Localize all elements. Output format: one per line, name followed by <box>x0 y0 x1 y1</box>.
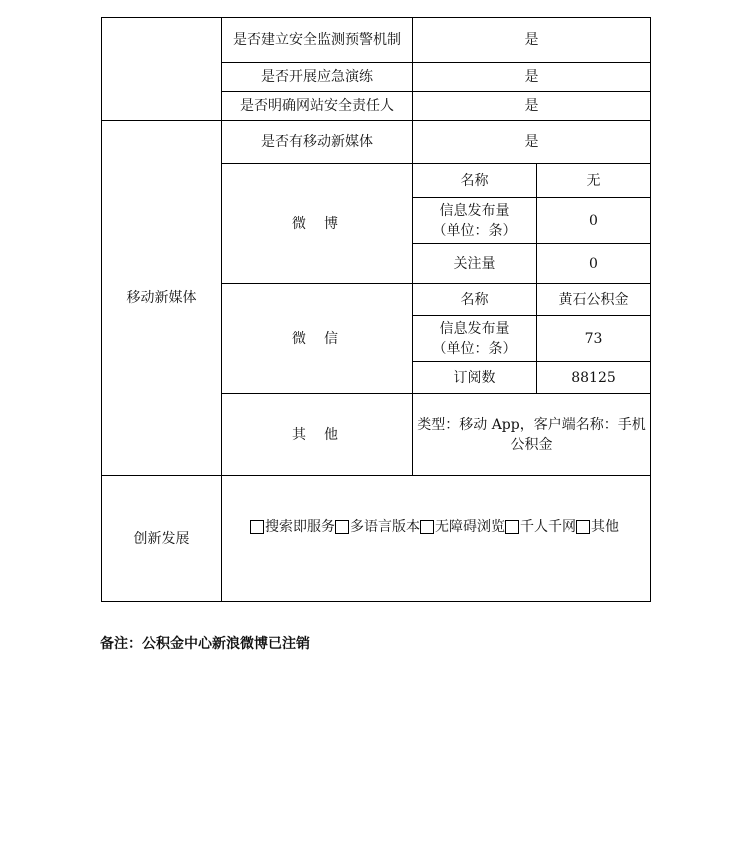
innovation-label: 创新发展 <box>102 476 222 602</box>
weibo-posts-unit: （单位：条） <box>432 222 517 239</box>
weibo-posts-label <box>413 198 537 244</box>
wechat-posts-value: 73 <box>537 316 651 362</box>
mobile-section-label: 移动新媒体 <box>102 121 222 476</box>
wechat-subs-label: 订阅数 <box>413 362 537 394</box>
wechat-label: 微信 <box>222 284 413 394</box>
drill-value: 是 <box>413 63 651 92</box>
responsible-label: 是否明确网站安全责任人 <box>222 92 413 121</box>
weibo-posts-value: 0 <box>537 198 651 244</box>
wechat-posts-label <box>413 316 537 362</box>
option-accessibility[interactable]: 无障碍浏览 <box>420 516 505 538</box>
wechat-name-value: 黄石公积金 <box>537 284 651 316</box>
weibo-posts-title: 信息发布量 <box>439 202 510 219</box>
option-other[interactable]: 其他 <box>576 516 619 538</box>
table-row <box>102 121 651 164</box>
footnote: 备注：公积金中心新浪微博已注销 <box>100 636 310 652</box>
checkbox-icon[interactable] <box>250 520 264 534</box>
option-personalized[interactable]: 千人千网 <box>505 516 576 538</box>
wechat-subs-value: 88125 <box>537 362 651 394</box>
report-table <box>101 17 651 602</box>
checkbox-icon[interactable] <box>576 520 590 534</box>
other-label: 其他 <box>222 394 413 476</box>
table-row <box>102 18 651 63</box>
warning-value: 是 <box>413 18 651 63</box>
responsible-value: 是 <box>413 92 651 121</box>
drill-label: 是否开展应急演练 <box>222 63 413 92</box>
wechat-posts-title: 信息发布量 <box>439 320 510 337</box>
weibo-name-label: 名称 <box>413 164 537 198</box>
option-multilingual[interactable]: 多语言版本 <box>335 516 420 538</box>
other-value: 类型：移动 App，客户端名称：手机公积金 <box>413 394 651 476</box>
weibo-name-value: 无 <box>537 164 651 198</box>
checkbox-icon[interactable] <box>420 520 434 534</box>
warning-label: 是否建立安全监测预警机制 <box>222 18 413 63</box>
checkbox-icon[interactable] <box>335 520 349 534</box>
weibo-follow-label: 关注量 <box>413 244 537 284</box>
wechat-name-label: 名称 <box>413 284 537 316</box>
option-search-service[interactable]: 搜索即服务 <box>250 516 335 538</box>
checkbox-icon[interactable] <box>505 520 519 534</box>
weibo-follow-value: 0 <box>537 244 651 284</box>
weibo-label: 微博 <box>222 164 413 284</box>
table-row <box>102 476 651 602</box>
blank-section-cell <box>102 18 222 121</box>
innovation-options <box>222 476 651 602</box>
has-mobile-value: 是 <box>413 121 651 164</box>
has-mobile-label: 是否有移动新媒体 <box>222 121 413 164</box>
wechat-posts-unit: （单位：条） <box>432 340 517 357</box>
